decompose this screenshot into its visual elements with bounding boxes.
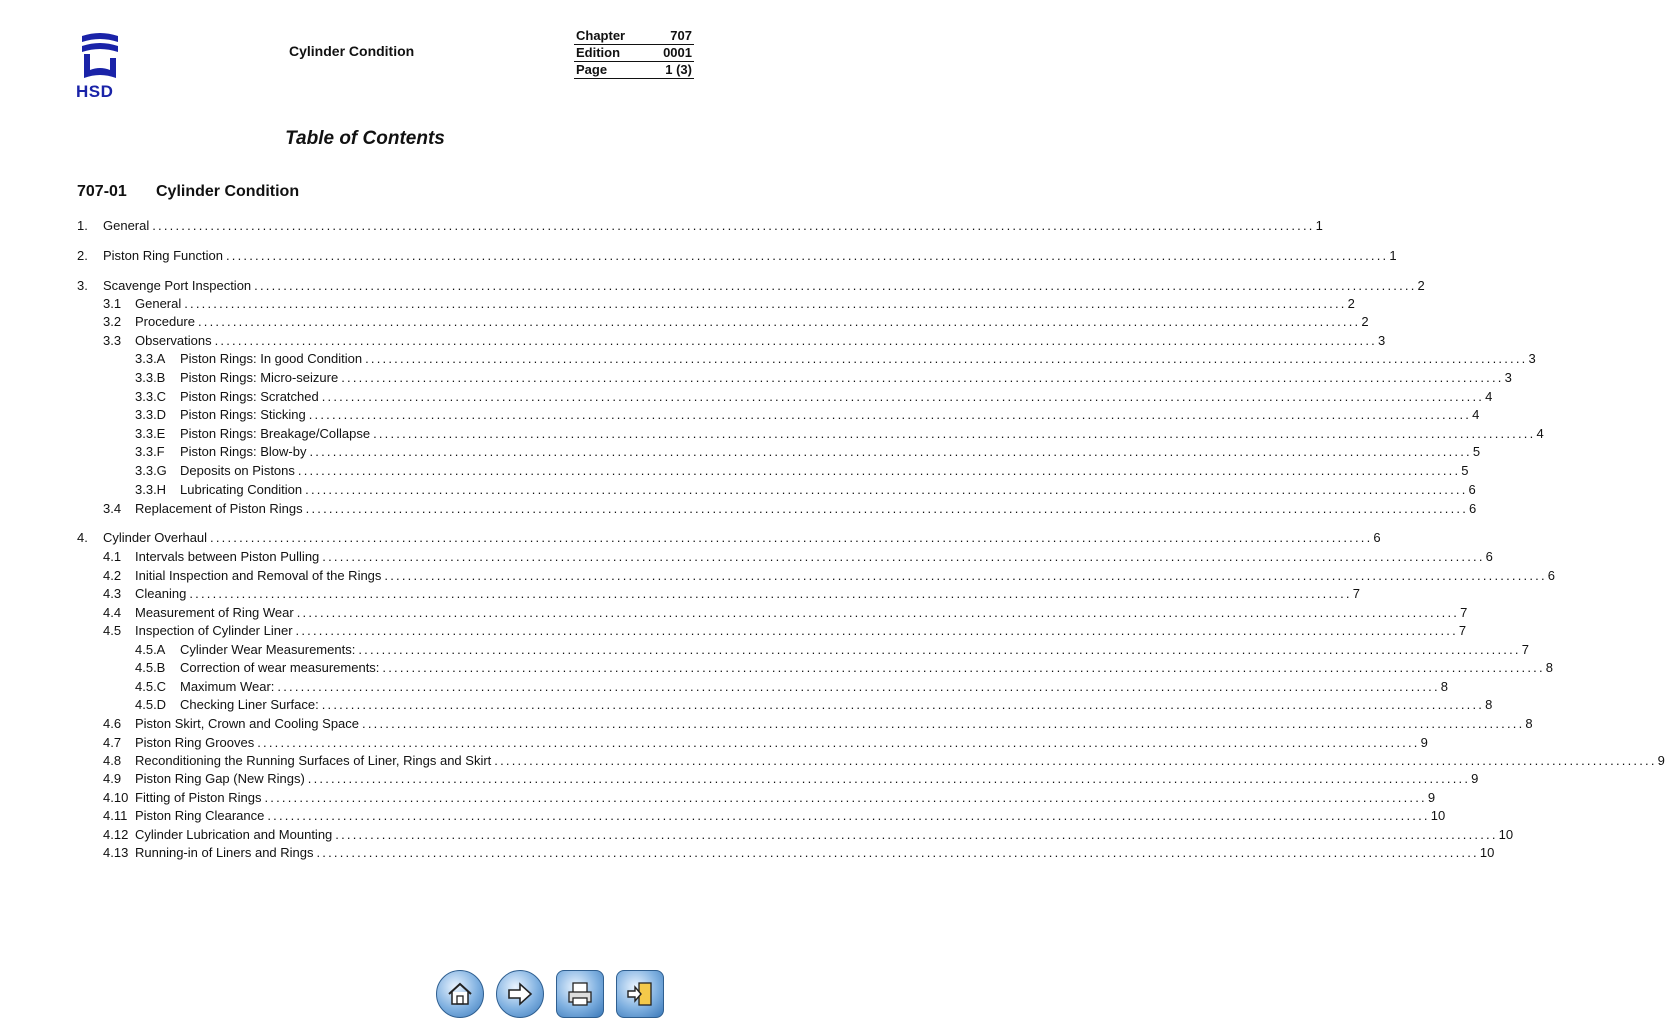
print-icon — [565, 979, 595, 1009]
toc-entry-page: 10 — [1479, 845, 1495, 860]
toc-entry-page: 2 — [1347, 296, 1355, 311]
toc-leader-dots: ........................................................................................................................................................................................................ — [358, 642, 1521, 657]
next-arrow-icon — [505, 979, 535, 1009]
toc-entry-title: Piston Ring Gap (New Rings) — [135, 771, 305, 786]
toc-entry[interactable] — [77, 313, 1369, 331]
toc-entry[interactable] — [77, 332, 1386, 350]
toc-entry[interactable] — [77, 641, 1529, 659]
toc-entry-title: Scavenge Port Inspection — [103, 278, 252, 293]
toc-entry-page: 5 — [1472, 444, 1481, 459]
toc-entry[interactable] — [77, 807, 1446, 825]
toc-entry[interactable] — [77, 443, 1481, 461]
toc-entry-title: Piston Rings: Micro-seizure — [180, 370, 339, 385]
toc-entry-number: 3.3.D — [135, 407, 167, 422]
next-button[interactable] — [496, 970, 544, 1018]
toc-leader-dots: ........................................................................................................................................................................................................ — [384, 568, 1547, 583]
toc-entry-page: 6 — [1485, 549, 1493, 564]
toc-leader-dots: ........................................................................................................................................................................................................ — [305, 501, 1469, 516]
toc-entry-title: Procedure — [135, 314, 195, 329]
toc-entry-title: Piston Rings: In good Condition — [180, 351, 363, 366]
toc-entry-page: 7 — [1521, 642, 1529, 657]
toc-entry-number: 4.5.A — [135, 642, 166, 657]
toc-leader-dots: ........................................................................................................................................................................................................ — [277, 679, 1440, 694]
toc-entry[interactable] — [77, 770, 1479, 788]
toc-entry-title: Piston Rings: Blow-by — [180, 444, 307, 459]
toc-entry[interactable] — [77, 481, 1476, 499]
toc-entry-title: Initial Inspection and Removal of the Rings — [135, 568, 382, 583]
toc-entry-number: 4. — [77, 530, 88, 545]
hsd-logo-mark — [76, 32, 124, 80]
toc-entry-title: Measurement of Ring Wear — [135, 605, 294, 620]
home-icon — [445, 979, 475, 1009]
toc-leader-dots: ........................................................................................................................................................................................................ — [322, 549, 1485, 564]
toc-entry-number: 4.12 — [103, 827, 129, 842]
toc-entry[interactable] — [77, 789, 1436, 807]
toc-leader-dots: ........................................................................................................................................................................................................ — [264, 790, 1427, 805]
toc-entry[interactable] — [77, 567, 1556, 585]
toc-entry-number: 4.6 — [103, 716, 122, 731]
toc-leader-dots: ........................................................................................................................................................................................................ — [257, 735, 1420, 750]
toc-entry-page: 9 — [1420, 735, 1428, 750]
toc-leader-dots: ........................................................................................................................................................................................................ — [189, 586, 1352, 601]
toc-entry-page: 7 — [1352, 586, 1360, 601]
toc-entry-title: Inspection of Cylinder Liner — [135, 623, 293, 638]
toc-leader-dots: ........................................................................................................................................................................................................ — [362, 716, 1525, 731]
toc-entry-title: Replacement of Piston Rings — [135, 501, 303, 516]
toc-entry-page: 8 — [1485, 697, 1493, 712]
toc-entry[interactable] — [77, 548, 1493, 566]
toc-leader-dots: ........................................................................................................................................................................................................ — [210, 530, 1373, 545]
toc-entry-number: 2. — [77, 248, 88, 263]
toc-leader-dots: ........................................................................................................................................................................................................ — [296, 605, 1460, 620]
document-meta — [574, 28, 694, 79]
toc-entry-title: Fitting of Piston Rings — [135, 790, 262, 805]
toc-leader-dots: ........................................................................................................................................................................................................ — [184, 296, 1347, 311]
toc-leader-dots: ........................................................................................................................................................................................................ — [382, 660, 1545, 675]
toc-entry-number: 4.1 — [103, 549, 122, 564]
toc-entry[interactable] — [77, 217, 1323, 235]
toc-entry-title: Cylinder Lubrication and Mounting — [135, 827, 333, 842]
toc-entry-number: 4.7 — [103, 735, 122, 750]
toc-entry-page: 6 — [1468, 482, 1476, 497]
meta-label: Page — [576, 62, 608, 77]
toc-entry-page: 9 — [1427, 790, 1436, 805]
toc-entry-title: Correction of wear measurements: — [180, 660, 380, 675]
toc-entry[interactable] — [77, 734, 1428, 752]
toc-entry-title: Piston Rings: Sticking — [180, 407, 306, 422]
toc-entry-number: 3.3.B — [135, 370, 166, 385]
toc-entry-number: 3.3.F — [135, 444, 165, 459]
toc-entry-number: 4.5 — [103, 623, 122, 638]
meta-value: 0001 — [663, 45, 692, 60]
toc-leader-dots: ........................................................................................................................................................................................................ — [297, 463, 1461, 478]
toc-entry-number: 4.5.B — [135, 660, 166, 675]
toc-entry-number: 3.3 — [103, 333, 122, 348]
toc-entry-page: 9 — [1657, 753, 1665, 768]
meta-value: 707 — [670, 28, 692, 43]
toc-entry-number: 4.5.C — [135, 679, 167, 694]
toc-entry-title: Piston Ring Grooves — [135, 735, 255, 750]
toc-entry[interactable] — [77, 844, 1495, 862]
toc-entry-title: General — [135, 296, 182, 311]
toc-entry-number: 3.1 — [103, 296, 122, 311]
toc-entry-title: Piston Rings: Scratched — [180, 389, 319, 404]
toc-entry-page: 4 — [1472, 407, 1480, 422]
toc-leader-dots: ........................................................................................................................................................................................................ — [307, 771, 1471, 786]
toc-entry-page: 8 — [1525, 716, 1533, 731]
section-number: 707-01 — [77, 183, 127, 200]
toc-entry-number: 3.3.C — [135, 389, 167, 404]
toc-entry-number: 4.8 — [103, 753, 122, 768]
toc-entry-title: Cylinder Overhaul — [103, 530, 208, 545]
toc-entry[interactable] — [77, 678, 1448, 696]
toc-leader-dots: ........................................................................................................................................................................................................ — [197, 314, 1361, 329]
section-heading — [77, 183, 299, 201]
toc-entry[interactable] — [77, 500, 1477, 518]
toc-entry-page: 8 — [1440, 679, 1448, 694]
toc-entry-number: 3. — [77, 278, 88, 293]
toc-entry-title: Intervals between Piston Pulling — [135, 549, 320, 564]
toc-entry-title: Checking Liner Surface: — [180, 697, 319, 712]
toc-entry-page: 10 — [1498, 827, 1514, 842]
toc-entry[interactable] — [77, 715, 1533, 733]
toc-entry-number: 4.10 — [103, 790, 129, 805]
toc-entry-title: Cylinder Wear Measurements: — [180, 642, 356, 657]
toc-entry-page: 9 — [1471, 771, 1479, 786]
toc-entry[interactable] — [77, 350, 1536, 368]
toc-entry-title: Piston Rings: Breakage/Collapse — [180, 426, 371, 441]
toc-entry-number: 3.3.H — [135, 482, 167, 497]
toc-entry[interactable] — [77, 277, 1425, 295]
exit-button[interactable] — [616, 970, 664, 1018]
toc-entry-title: Deposits on Pistons — [180, 463, 295, 478]
home-button[interactable] — [436, 970, 484, 1018]
toc-leader-dots: ........................................................................................................................................................................................................ — [494, 753, 1657, 768]
toc-entry[interactable] — [77, 295, 1355, 313]
toc-entry[interactable] — [77, 696, 1493, 714]
meta-chapter — [574, 28, 694, 45]
toc-leader-dots: ........................................................................................................................................................................................................ — [254, 278, 1417, 293]
toc-entry[interactable] — [77, 622, 1467, 640]
brand-name: HSD — [76, 82, 114, 101]
toc-leader-dots: ........................................................................................................................................................................................................ — [309, 444, 1472, 459]
toc-entry-page: 2 — [1361, 314, 1369, 329]
toc-entry-number: 3.3.G — [135, 463, 167, 478]
toc-leader-dots: ........................................................................................................................................................................................................ — [316, 845, 1479, 860]
toc-entry-page: 1 — [1389, 248, 1397, 263]
meta-edition — [574, 45, 694, 62]
toc-entry-number: 3.2 — [103, 314, 122, 329]
toc-entry-title: Running-in of Liners and Rings — [135, 845, 314, 860]
toc-entry-page: 3 — [1504, 370, 1512, 385]
toc-entry[interactable] — [77, 529, 1381, 547]
toc-entry-number: 3.3.A — [135, 351, 166, 366]
toc-leader-dots: ........................................................................................................................................................................................................ — [225, 248, 1389, 263]
toc-leader-dots: ........................................................................................................................................................................................................ — [321, 389, 1485, 404]
toc-entry-page: 6 — [1469, 501, 1477, 516]
toc-entry-title: Reconditioning the Running Surfaces of Liner, Rings and Skirt — [135, 753, 492, 768]
toc-leader-dots: ........................................................................................................................................................................................................ — [373, 426, 1536, 441]
toc-entry[interactable] — [77, 425, 1544, 443]
toc-leader-dots: ........................................................................................................................................................................................................ — [365, 351, 1528, 366]
toc-leader-dots: ........................................................................................................................................................................................................ — [305, 482, 1468, 497]
toc-entry-page: 1 — [1315, 218, 1323, 233]
toc-entry[interactable] — [77, 659, 1554, 677]
header-title: Cylinder Condition — [289, 43, 415, 59]
toc-entry-number: 3.3.E — [135, 426, 166, 441]
toc-leader-dots: ........................................................................................................................................................................................................ — [214, 333, 1377, 348]
toc-entry[interactable] — [77, 604, 1468, 622]
toc-entry-number: 4.3 — [103, 586, 122, 601]
meta-label: Edition — [576, 45, 621, 60]
toc-entry-title: Observations — [135, 333, 212, 348]
toc-entry-number: 4.4 — [103, 605, 122, 620]
hsd-logo — [76, 32, 124, 106]
toc-entry[interactable] — [77, 406, 1480, 424]
toc-entry-page: 7 — [1460, 605, 1468, 620]
toc-entry-number: 3.4 — [103, 501, 122, 516]
meta-page — [574, 62, 694, 79]
toc-entry-title: Piston Skirt, Crown and Cooling Space — [135, 716, 360, 731]
toc-leader-dots: ........................................................................................................................................................................................................ — [335, 827, 1498, 842]
toc-entry-number: 4.9 — [103, 771, 122, 786]
toc-entry-page: 5 — [1461, 463, 1469, 478]
toc-entry-number: 4.13 — [103, 845, 129, 860]
section-title: Cylinder Condition — [156, 183, 300, 200]
toc-entry-number: 4.5.D — [135, 697, 167, 712]
toc-entry-title: Lubricating Condition — [180, 482, 303, 497]
toc-entry-title: General — [103, 218, 150, 233]
toc-entry-title: Cleaning — [135, 586, 187, 601]
toc-entry-title: Maximum Wear: — [180, 679, 275, 694]
exit-door-icon — [625, 979, 655, 1009]
toc-entry-page: 6 — [1547, 568, 1556, 583]
toc-entry-page: 3 — [1377, 333, 1386, 348]
toc-entry[interactable] — [77, 462, 1469, 480]
toc-entry-number: 4.2 — [103, 568, 122, 583]
toc-entry[interactable] — [77, 752, 1665, 770]
toc-entry-page: 4 — [1536, 426, 1544, 441]
toc-entry-page: 4 — [1485, 389, 1493, 404]
toc-entry[interactable] — [77, 247, 1397, 265]
print-button[interactable] — [556, 970, 604, 1018]
toc-entry-page: 6 — [1373, 530, 1381, 545]
toc-entry-title: Piston Ring Clearance — [135, 808, 265, 823]
toc-entry[interactable] — [77, 826, 1514, 844]
toc-leader-dots: ........................................................................................................................................................................................................ — [152, 218, 1315, 233]
toc-leader-dots: ........................................................................................................................................................................................................ — [321, 697, 1485, 712]
navigation-bar — [436, 970, 664, 1018]
toc-leader-dots: ........................................................................................................................................................................................................ — [267, 808, 1430, 823]
toc-entry-page: 10 — [1430, 808, 1446, 823]
toc-entry[interactable] — [77, 369, 1512, 387]
toc-leader-dots: ........................................................................................................................................................................................................ — [341, 370, 1504, 385]
toc-entry-title: Piston Ring Function — [103, 248, 223, 263]
meta-label: Chapter — [576, 28, 626, 43]
toc-entry[interactable] — [77, 388, 1493, 406]
toc-entry[interactable] — [77, 585, 1360, 603]
toc-leader-dots: ........................................................................................................................................................................................................ — [295, 623, 1458, 638]
toc-entry-page: 2 — [1417, 278, 1425, 293]
toc-entry-number: 4.11 — [103, 808, 128, 823]
toc-entry-page: 8 — [1545, 660, 1554, 675]
toc-entry-number: 1. — [77, 218, 88, 233]
toc-leader-dots: ........................................................................................................................................................................................................ — [308, 407, 1472, 422]
toc-entry-page: 3 — [1528, 351, 1536, 366]
toc-entry-page: 7 — [1458, 623, 1467, 638]
meta-value: 1 (3) — [665, 62, 692, 77]
toc-title: Table of Contents — [285, 128, 445, 149]
